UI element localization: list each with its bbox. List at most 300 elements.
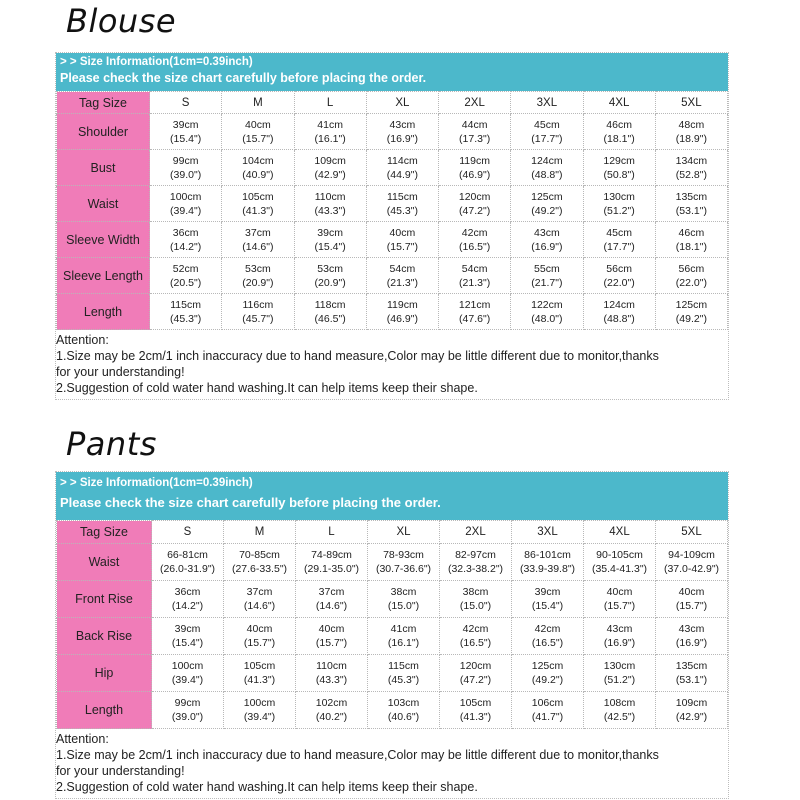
- blouse-measure-cell: [366, 150, 438, 186]
- cm-value: 90-105cm: [596, 549, 643, 561]
- cm-value: 130cm: [603, 190, 635, 203]
- cm-value: 134cm: [675, 154, 708, 167]
- cm-value: 42cm: [461, 226, 488, 239]
- blouse-measure-cell: [150, 294, 222, 330]
- inch-value: (45.7"): [242, 312, 274, 325]
- cm-value: 106cm: [531, 697, 564, 709]
- blouse-measure-cell: [150, 150, 222, 186]
- inch-value: (39.4"): [170, 204, 202, 217]
- pants-measure-cell: [368, 692, 440, 729]
- pants-size-header: 3XL: [512, 521, 584, 544]
- cm-value: 82-97cm: [455, 549, 496, 561]
- inch-value: (27.6-33.5"): [231, 563, 288, 575]
- blouse-size-header: 3XL: [511, 92, 583, 114]
- blouse-table-row: [57, 114, 728, 150]
- inch-value: (42.5"): [603, 711, 636, 723]
- blouse-size-header: 5XL: [655, 92, 727, 114]
- blouse-measure-cell: [583, 150, 655, 186]
- inch-value: (20.9"): [242, 276, 274, 289]
- pants-measure-cell: [296, 544, 368, 581]
- inch-value: (15.4"): [171, 637, 204, 649]
- cm-value: 42cm: [534, 623, 561, 635]
- inch-value: (47.2"): [459, 204, 491, 217]
- inch-value: (51.2"): [603, 674, 636, 686]
- pants-measure-cell: [368, 581, 440, 618]
- cm-value: 37cm: [318, 586, 345, 598]
- blouse-table-row: [57, 150, 728, 186]
- cm-value: 40cm: [245, 118, 271, 131]
- cm-value: 53cm: [317, 262, 343, 275]
- pants-header-row: [57, 521, 728, 544]
- pants-row-label: Length: [57, 692, 152, 729]
- inch-value: (47.2"): [459, 674, 492, 686]
- blouse-measure-cell: [222, 186, 294, 222]
- blouse-size-header: XL: [366, 92, 438, 114]
- blouse-size-header: 4XL: [583, 92, 655, 114]
- blouse-notes: [56, 330, 728, 399]
- inch-value: (46.9"): [459, 168, 491, 181]
- pants-note-line: 2.Suggestion of cold water hand washing.It can help items keep their shape.: [56, 780, 478, 794]
- blouse-measure-cell: [150, 258, 222, 294]
- pants-measure-cell: [512, 655, 584, 692]
- blouse-note-line: 2.Suggestion of cold water hand washing.It can help items keep their shape.: [56, 381, 478, 395]
- blouse-tag-size-label: Tag Size: [57, 92, 150, 114]
- blouse-note-line: for your understanding!: [56, 365, 185, 379]
- pants-measure-cell: [656, 618, 728, 655]
- cm-value: 78-93cm: [383, 549, 424, 561]
- inch-value: (26.0-31.9"): [159, 563, 216, 575]
- cm-value: 94-109cm: [668, 549, 715, 561]
- pants-measure-cell: [224, 581, 296, 618]
- inch-value: (22.0"): [675, 276, 707, 289]
- blouse-measure-cell: [511, 114, 583, 150]
- blouse-measure-cell: [222, 294, 294, 330]
- blouse-banner-info: > > Size Information(1cm=0.39inch): [60, 56, 253, 68]
- cm-value: 39cm: [172, 118, 199, 131]
- cm-value: 105cm: [243, 660, 276, 672]
- blouse-measure-cell: [583, 294, 655, 330]
- inch-value: (14.6"): [242, 240, 274, 253]
- pants-measure-cell: [296, 692, 368, 729]
- blouse-measure-cell: [150, 222, 222, 258]
- inch-value: (44.9"): [386, 168, 418, 181]
- blouse-measure-cell: [439, 150, 511, 186]
- cm-value: 100cm: [243, 697, 276, 709]
- cm-value: 56cm: [678, 262, 705, 275]
- blouse-measure-cell: [366, 114, 438, 150]
- blouse-measure-cell: [366, 186, 438, 222]
- pants-measure-cell: [224, 655, 296, 692]
- blouse-measure-cell: [511, 150, 583, 186]
- blouse-size-header: 2XL: [439, 92, 511, 114]
- cm-value: 54cm: [389, 262, 416, 275]
- inch-value: (51.2"): [603, 204, 635, 217]
- cm-value: 115cm: [170, 298, 201, 311]
- inch-value: (53.1"): [675, 204, 707, 217]
- blouse-measure-cell: [511, 294, 583, 330]
- pants-size-header: L: [296, 521, 368, 544]
- blouse-header-row: [57, 92, 728, 114]
- blouse-measure-cell: [222, 150, 294, 186]
- pants-measure-cell: [440, 655, 512, 692]
- inch-value: (15.0"): [387, 600, 420, 612]
- blouse-row-label: Sleeve Length: [57, 258, 150, 294]
- inch-value: (35.4-41.3"): [591, 563, 648, 575]
- inch-value: (42.9"): [675, 711, 708, 723]
- blouse-size-chart: [55, 52, 729, 400]
- cm-value: 110cm: [316, 660, 347, 672]
- inch-value: (40.9"): [242, 168, 274, 181]
- cm-value: 119cm: [459, 154, 490, 167]
- cm-value: 109cm: [314, 154, 346, 167]
- cm-value: 70-85cm: [239, 549, 280, 561]
- inch-value: (45.3"): [386, 204, 418, 217]
- cm-value: 118cm: [314, 298, 346, 311]
- inch-value: (15.7"): [242, 132, 274, 145]
- pants-measure-cell: [152, 618, 224, 655]
- inch-value: (46.9"): [386, 312, 418, 325]
- blouse-measure-cell: [294, 222, 366, 258]
- inch-value: (15.0"): [459, 600, 492, 612]
- cm-value: 99cm: [174, 697, 201, 709]
- inch-value: (39.4"): [243, 711, 276, 723]
- pants-measure-cell: [296, 618, 368, 655]
- pants-measure-cell: [368, 544, 440, 581]
- cm-value: 52cm: [172, 262, 199, 275]
- inch-value: (16.5"): [459, 637, 492, 649]
- blouse-measure-cell: [655, 186, 727, 222]
- blouse-banner: [56, 53, 728, 91]
- pants-measure-cell: [296, 655, 368, 692]
- pants-measure-cell: [512, 581, 584, 618]
- pants-measure-cell: [584, 618, 656, 655]
- inch-value: (17.7"): [531, 132, 563, 145]
- cm-value: 56cm: [606, 262, 632, 275]
- blouse-measure-cell: [439, 114, 511, 150]
- cm-value: 115cm: [387, 190, 418, 203]
- pants-measure-cell: [512, 544, 584, 581]
- inch-value: (16.9"): [603, 637, 636, 649]
- pants-measure-cell: [656, 655, 728, 692]
- cm-value: 66-81cm: [167, 549, 208, 561]
- pants-banner-notice: Please check the size chart carefully before placing the order.: [60, 495, 441, 510]
- pants-table-row: [57, 544, 728, 581]
- inch-value: (20.9"): [314, 276, 346, 289]
- pants-size-header: 4XL: [584, 521, 656, 544]
- blouse-measure-cell: [150, 186, 222, 222]
- inch-value: (43.3"): [314, 204, 346, 217]
- blouse-measure-cell: [583, 114, 655, 150]
- pants-measure-cell: [296, 581, 368, 618]
- pants-banner-info: > > Size Information(1cm=0.39inch): [60, 477, 253, 489]
- inch-value: (17.7"): [603, 240, 635, 253]
- cm-value: 46cm: [606, 118, 632, 131]
- cm-value: 120cm: [459, 660, 492, 672]
- pants-table-row: [57, 655, 728, 692]
- pants-banner: [56, 472, 728, 520]
- cm-value: 114cm: [387, 154, 418, 167]
- cm-value: 41cm: [390, 623, 417, 635]
- cm-value: 44cm: [461, 118, 488, 131]
- pants-size-header: 5XL: [656, 521, 728, 544]
- inch-value: (18.1"): [675, 240, 707, 253]
- blouse-note-line: Attention:: [56, 333, 109, 347]
- pants-measure-cell: [584, 655, 656, 692]
- pants-row-label: Hip: [57, 655, 152, 692]
- inch-value: (41.3"): [242, 204, 274, 217]
- inch-value: (14.2"): [170, 240, 202, 253]
- pants-measure-cell: [368, 618, 440, 655]
- cm-value: 45cm: [606, 226, 632, 239]
- cm-value: 42cm: [462, 623, 489, 635]
- inch-value: (46.5"): [314, 312, 346, 325]
- inch-value: (15.7"): [386, 240, 418, 253]
- cm-value: 100cm: [169, 190, 202, 203]
- cm-value: 48cm: [678, 118, 705, 131]
- cm-value: 135cm: [675, 660, 708, 672]
- cm-value: 115cm: [388, 660, 419, 672]
- inch-value: (15.7"): [675, 600, 708, 612]
- inch-value: (49.2"): [675, 312, 707, 325]
- cm-value: 43cm: [534, 226, 560, 239]
- pants-measure-cell: [224, 544, 296, 581]
- blouse-measure-cell: [655, 258, 727, 294]
- cm-value: 124cm: [531, 154, 563, 167]
- pants-measure-cell: [152, 692, 224, 729]
- blouse-measure-cell: [583, 258, 655, 294]
- pants-size-header: XL: [368, 521, 440, 544]
- blouse-row-label: Waist: [57, 186, 150, 222]
- blouse-measure-cell: [511, 258, 583, 294]
- pants-size-header: S: [152, 521, 224, 544]
- blouse-measure-cell: [150, 114, 222, 150]
- cm-value: 40cm: [318, 623, 345, 635]
- inch-value: (17.3"): [459, 132, 491, 145]
- inch-value: (42.9"): [314, 168, 346, 181]
- blouse-measure-cell: [655, 114, 727, 150]
- inch-value: (16.5"): [459, 240, 491, 253]
- pants-note-line: 1.Size may be 2cm/1 inch inaccuracy due to hand measure,Color may be little different due to monitor,thanks: [56, 748, 659, 762]
- blouse-measure-cell: [655, 294, 727, 330]
- blouse-size-table: [56, 91, 728, 330]
- cm-value: 125cm: [675, 298, 708, 311]
- pants-measure-cell: [152, 581, 224, 618]
- cm-value: 36cm: [174, 586, 201, 598]
- pants-measure-cell: [152, 544, 224, 581]
- inch-value: (16.9"): [386, 132, 418, 145]
- cm-value: 135cm: [675, 190, 708, 203]
- inch-value: (45.3"): [170, 312, 202, 325]
- pants-measure-cell: [152, 655, 224, 692]
- cm-value: 125cm: [531, 190, 563, 203]
- inch-value: (49.2"): [531, 204, 563, 217]
- cm-value: 125cm: [531, 660, 564, 672]
- pants-measure-cell: [656, 544, 728, 581]
- cm-value: 105cm: [459, 697, 492, 709]
- pants-table-row: [57, 581, 728, 618]
- inch-value: (48.0"): [531, 312, 563, 325]
- pants-measure-cell: [224, 692, 296, 729]
- cm-value: 129cm: [603, 154, 635, 167]
- pants-notes: [56, 729, 728, 798]
- pants-size-chart: [55, 471, 729, 799]
- blouse-measure-cell: [222, 222, 294, 258]
- cm-value: 53cm: [245, 262, 271, 275]
- blouse-measure-cell: [511, 222, 583, 258]
- cm-value: 36cm: [172, 226, 199, 239]
- blouse-measure-cell: [439, 186, 511, 222]
- inch-value: (39.0"): [170, 168, 202, 181]
- cm-value: 45cm: [534, 118, 560, 131]
- inch-value: (20.5"): [170, 276, 202, 289]
- pants-measure-cell: [440, 618, 512, 655]
- inch-value: (33.9-39.8"): [519, 563, 576, 575]
- blouse-table-row: [57, 222, 728, 258]
- blouse-measure-cell: [294, 150, 366, 186]
- inch-value: (21.3"): [459, 276, 491, 289]
- cm-value: 109cm: [675, 697, 708, 709]
- blouse-measure-cell: [366, 222, 438, 258]
- pants-measure-cell: [512, 692, 584, 729]
- blouse-measure-cell: [439, 258, 511, 294]
- inch-value: (16.1"): [314, 132, 346, 145]
- pants-table-row: [57, 692, 728, 729]
- cm-value: 119cm: [387, 298, 418, 311]
- inch-value: (22.0"): [603, 276, 635, 289]
- pants-measure-cell: [584, 692, 656, 729]
- blouse-measure-cell: [511, 186, 583, 222]
- cm-value: 108cm: [603, 697, 636, 709]
- pants-size-header: 2XL: [440, 521, 512, 544]
- cm-value: 37cm: [245, 226, 271, 239]
- inch-value: (32.3-38.2"): [447, 563, 504, 575]
- cm-value: 122cm: [531, 298, 563, 311]
- pants-measure-cell: [512, 618, 584, 655]
- cm-value: 40cm: [389, 226, 416, 239]
- cm-value: 43cm: [606, 623, 633, 635]
- inch-value: (49.2"): [531, 674, 564, 686]
- inch-value: (41.7"): [531, 711, 564, 723]
- cm-value: 100cm: [171, 660, 204, 672]
- blouse-table-row: [57, 258, 728, 294]
- cm-value: 102cm: [315, 697, 348, 709]
- inch-value: (48.8"): [531, 168, 563, 181]
- inch-value: (50.8"): [603, 168, 635, 181]
- inch-value: (21.7"): [531, 276, 563, 289]
- cm-value: 74-89cm: [311, 549, 352, 561]
- inch-value: (52.8"): [675, 168, 707, 181]
- cm-value: 38cm: [390, 586, 417, 598]
- cm-value: 121cm: [458, 298, 491, 311]
- cm-value: 43cm: [678, 623, 705, 635]
- pants-measure-cell: [440, 581, 512, 618]
- pants-measure-cell: [584, 581, 656, 618]
- inch-value: (15.4"): [314, 240, 346, 253]
- inch-value: (43.3"): [315, 674, 348, 686]
- pants-size-header: M: [224, 521, 296, 544]
- inch-value: (16.5"): [531, 637, 564, 649]
- blouse-measure-cell: [583, 222, 655, 258]
- cm-value: 120cm: [458, 190, 491, 203]
- inch-value: (16.9"): [531, 240, 563, 253]
- cm-value: 37cm: [246, 586, 273, 598]
- pants-measure-cell: [584, 544, 656, 581]
- inch-value: (14.6"): [315, 600, 348, 612]
- cm-value: 40cm: [246, 623, 273, 635]
- blouse-measure-cell: [439, 222, 511, 258]
- inch-value: (15.4"): [170, 132, 202, 145]
- pants-measure-cell: [440, 544, 512, 581]
- cm-value: 130cm: [603, 660, 636, 672]
- cm-value: 110cm: [314, 190, 346, 203]
- inch-value: (16.9"): [675, 637, 708, 649]
- blouse-measure-cell: [655, 150, 727, 186]
- cm-value: 46cm: [678, 226, 705, 239]
- blouse-measure-cell: [294, 258, 366, 294]
- blouse-size-header: L: [294, 92, 366, 114]
- cm-value: 86-101cm: [524, 549, 571, 561]
- inch-value: (45.3"): [387, 674, 420, 686]
- cm-value: 40cm: [606, 586, 633, 598]
- blouse-table-row: [57, 294, 728, 330]
- pants-measure-cell: [656, 692, 728, 729]
- blouse-measure-cell: [294, 114, 366, 150]
- pants-note-line: Attention:: [56, 732, 109, 746]
- cm-value: 104cm: [242, 154, 274, 167]
- inch-value: (14.6"): [243, 600, 276, 612]
- cm-value: 39cm: [534, 586, 561, 598]
- inch-value: (15.7"): [243, 637, 276, 649]
- blouse-table-row: [57, 186, 728, 222]
- blouse-measure-cell: [222, 114, 294, 150]
- inch-value: (21.3"): [386, 276, 418, 289]
- cm-value: 43cm: [389, 118, 416, 131]
- inch-value: (41.3"): [243, 674, 276, 686]
- inch-value: (18.9"): [675, 132, 707, 145]
- cm-value: 55cm: [534, 262, 560, 275]
- inch-value: (15.7"): [603, 600, 636, 612]
- inch-value: (40.2"): [315, 711, 348, 723]
- cm-value: 41cm: [317, 118, 343, 131]
- inch-value: (15.7"): [315, 637, 348, 649]
- blouse-measure-cell: [222, 258, 294, 294]
- cm-value: 99cm: [172, 154, 199, 167]
- blouse-size-header: S: [150, 92, 222, 114]
- blouse-measure-cell: [294, 294, 366, 330]
- pants-title: Pants: [66, 425, 157, 463]
- pants-tag-size-label: Tag Size: [57, 521, 152, 544]
- blouse-measure-cell: [294, 186, 366, 222]
- cm-value: 124cm: [603, 298, 635, 311]
- cm-value: 40cm: [678, 586, 705, 598]
- blouse-size-header: M: [222, 92, 294, 114]
- inch-value: (47.6"): [459, 312, 491, 325]
- pants-row-label: Waist: [57, 544, 152, 581]
- inch-value: (40.6"): [387, 711, 420, 723]
- cm-value: 103cm: [387, 697, 420, 709]
- pants-row-label: Back Rise: [57, 618, 152, 655]
- pants-row-label: Front Rise: [57, 581, 152, 618]
- blouse-row-label: Shoulder: [57, 114, 150, 150]
- blouse-measure-cell: [655, 222, 727, 258]
- blouse-measure-cell: [366, 294, 438, 330]
- inch-value: (30.7-36.6"): [375, 563, 432, 575]
- pants-measure-cell: [656, 581, 728, 618]
- pants-measure-cell: [440, 692, 512, 729]
- blouse-note-line: 1.Size may be 2cm/1 inch inaccuracy due to hand measure,Color may be little different due to monitor,thanks: [56, 349, 659, 363]
- blouse-measure-cell: [439, 294, 511, 330]
- inch-value: (39.4"): [171, 674, 204, 686]
